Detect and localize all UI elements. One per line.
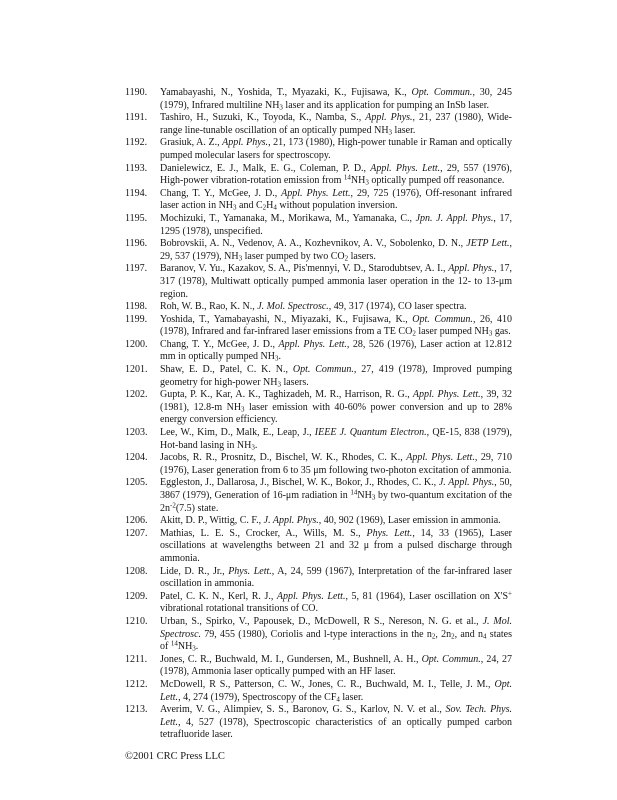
reference-text: Bobrovskii, A. N., Vedenov, A. A., Kozhevnikov, A. V., Sobolenko, D. N., JETP Lett., 29, 537 (1979), $NH_3$ laser pumped by two $CO_2$ lasers. (160, 238, 513, 263)
reference-item (125, 389, 512, 427)
reference-number: 1210. (125, 615, 148, 627)
references-list (125, 87, 512, 742)
reference-text: Jones, C. R., Buchwald, M. I., Gundersen, M., Bushnell, A. H., Opt. Commun., 24, 27 (1978), Ammonia laser optically pumped with an HF laser. (160, 653, 512, 678)
reference-number: 1204. (125, 452, 148, 464)
reference-number: 1203. (125, 427, 148, 439)
reference-item (125, 213, 512, 238)
reference-text: Grasiuk, A. Z., Appl. Phys., 21, 173 (1980), High-power tunable ir Raman and optically pumped molecular lasers for spectroscopy. (160, 137, 512, 161)
reference-text: Danielewicz, E. J., Malk, E. G., Coleman, P. D., Appl. Phys. Lett., 29, 557 (1976), High-power vibration-rotation emission from $^{14}NH_3$ optically pumped off reasonance. (160, 162, 512, 187)
reference-item (125, 238, 512, 263)
reference-item (125, 339, 512, 364)
reference-text: Akitt, D. P., Wittig, C. F., J. Appl. Phys., 40, 902 (1969), Laser emission in ammonia. (160, 515, 501, 527)
reference-text: McDowell, R S., Patterson, C. W., Jones, C. R., Buchwald, M. I., Telle, J. M., Opt. Lett., 4, 274 (1979), Spectroscopy of the $CF_4$ laser. (160, 678, 512, 703)
reference-number: 1211. (125, 653, 148, 665)
reference-text: Eggleston, J., Dallarosa, J., Bischel, W. K., Bokor, J., Rhodes, C. K., J. Appl. Phys., 50, 3867 (1979), Generation of 16-μm radiation in $^{14}NH_3$ by two-quantum excitation of the $2n^{-2}(7.5)$ state. (160, 477, 512, 514)
reference-number: 1212. (125, 678, 148, 690)
reference-number: 1190. (125, 87, 148, 98)
reference-number: 1194. (125, 187, 148, 199)
reference-number: 1208. (125, 565, 148, 577)
reference-item (125, 314, 512, 339)
reference-number: 1195. (125, 212, 148, 224)
reference-number: 1201. (125, 364, 148, 376)
reference-number: 1197. (125, 263, 148, 275)
copyright-footer: ©2001 CRC Press LLC (125, 751, 225, 762)
reference-text: Chang, T. Y., McGee, J. D., Appl. Phys. Lett., 28, 526 (1976), Laser action at 12.812 mm in optically pumped $NH_3$. (160, 338, 512, 363)
reference-item (125, 477, 512, 515)
reference-number: 1206. (125, 515, 148, 527)
reference-number: 1196. (125, 238, 148, 250)
reference-number: 1205. (125, 477, 148, 489)
reference-item (125, 112, 512, 137)
reference-text: Urban, S., Spirko, V., Papousek, D., McDowell, R S., Nereson, N. G. et al., J. Mol. Spectrosc. 79, 455 (1980), Coriolis and l-type interactions in the $n_2$, $2n_2$, and $n_4$ states of $^{14}NH_3$. (160, 615, 513, 653)
reference-item (125, 452, 512, 477)
reference-item (125, 364, 512, 389)
reference-number: 1200. (125, 338, 148, 350)
reference-text: Tashiro, H., Suzuki, K., Toyoda, K., Namba, S., Appl. Phys., 21, 237 (1980), Wide-range line-tunable oscillation of an optically pumped $NH_3$ laser. (160, 112, 512, 137)
reference-text: Jacobs, R. R., Prosnitz, D., Bischel, W. K., Rhodes, C. K., Appl. Phys. Lett., 29, 710 (1976), Laser generation from 6 to 35 μm following two-photon excitation of ammonia. (160, 452, 512, 476)
reference-item (125, 163, 512, 188)
reference-item (125, 654, 512, 679)
reference-text: Yoshida, T., Yamabayashi, N., Miyazaki, K., Fujisawa, K., Opt. Commun., 26, 410 (1978), Infrared and far-infrared laser emissions from a TE $CO_2$ laser pumped $NH_3$ gas. (160, 313, 512, 338)
reference-item (125, 87, 512, 112)
reference-text: Averim, V. G., Alimpiev, S. S., Baronov, G. S., Karlov, N. V. et al., Sov. Tech. Phys. Lett., 4, 527 (1978), Spectroscopic characteristics of an optically pumped carbon tetrafluoride laser. (160, 704, 513, 741)
reference-item (125, 137, 512, 162)
reference-text: Mochizuki, T., Yamanaka, M., Morikawa, M., Yamanaka, C., Jpn. J. Appl. Phys., 17, 1295 (1978), unspecified. (160, 212, 513, 237)
reference-number: 1207. (125, 527, 148, 539)
reference-text: Shaw, E. D., Patel, C. K. N., Opt. Commun., 27, 419 (1978), Improved pumping geometry for high-power $NH_3$ lasers. (160, 364, 513, 389)
reference-text: Roh, W. B., Rao, K. N., J. Mol. Spectrosc., 49, 317 (1974), CO laser spectra. (160, 301, 467, 313)
reference-item (125, 515, 512, 528)
reference-number: 1209. (125, 590, 148, 602)
reference-item (125, 616, 512, 654)
reference-item (125, 566, 512, 591)
reference-number: 1202. (125, 389, 148, 401)
reference-number: 1193. (125, 162, 148, 174)
reference-item (125, 679, 512, 704)
reference-text: Baranov, V. Yu., Kazakov, S. A., Pis'mennyi, V. D., Starodubtsev, A. I., Appl. Phys., 17, 317 (1978), Multiwatt optically pumped ammonia laser operation in the 12- to 13-μm region. (160, 263, 512, 300)
reference-text: Chang, T. Y., McGee, J. D., Appl. Phys. Lett., 29, 725 (1976), Off-resonant infrared laser action in $NH_3$ and $C_2H_4$ without population inversion. (160, 187, 512, 212)
reference-item (125, 188, 512, 213)
reference-item (125, 591, 512, 616)
reference-text: Patel, C. K. N., Kerl, R. J., Appl. Phys. Lett., 5, 81 (1964), Laser oscillation on X'S+ vibrational rotational transitions of CO. (160, 589, 512, 615)
reference-text: Lee, W., Kim, D., Malk, E., Leap, J., IEEE J. Quantum Electron., QE-15, 838 (1979), Hot-band lasing in $NH_3$. (160, 427, 512, 452)
reference-item (125, 427, 512, 452)
reference-item (125, 704, 512, 742)
reference-number: 1213. (125, 704, 148, 716)
reference-number: 1198. (125, 301, 148, 313)
reference-number: 1191. (125, 112, 148, 124)
reference-item (125, 263, 512, 301)
reference-item (125, 528, 512, 566)
reference-number: 1199. (125, 313, 148, 325)
reference-item (125, 301, 512, 314)
reference-number: 1192. (125, 137, 148, 149)
reference-text: Lide, D. R., Jr., Phys. Lett., A, 24, 599 (1967), Interpretation of the far-infrared laser oscillation in ammonia. (160, 565, 513, 590)
reference-text: Mathias, L. E. S., Crocker, A., Wills, M. S., Phys. Lett., 14, 33 (1965), Laser oscillations at wavelengths between 21 and 32 μ from a pulsed discharge through ammonia. (160, 527, 512, 564)
reference-text: Yamabayashi, N., Yoshida, T., Myazaki, K., Fujisawa, K., Opt. Commun., 30, 245 (1979), Infrared multiline $NH_3$ laser and its application for pumping an InSb laser. (160, 87, 512, 112)
reference-text: Gupta, P. K., Kar, A. K., Taghizadeh, M. R., Harrison, R. G., Appl. Phys. Lett., 39, 32 (1981), 12.8-m $NH_3$ laser emission with 40-60% power conversion and up to 28% energy conversion efficiency. (160, 389, 512, 426)
